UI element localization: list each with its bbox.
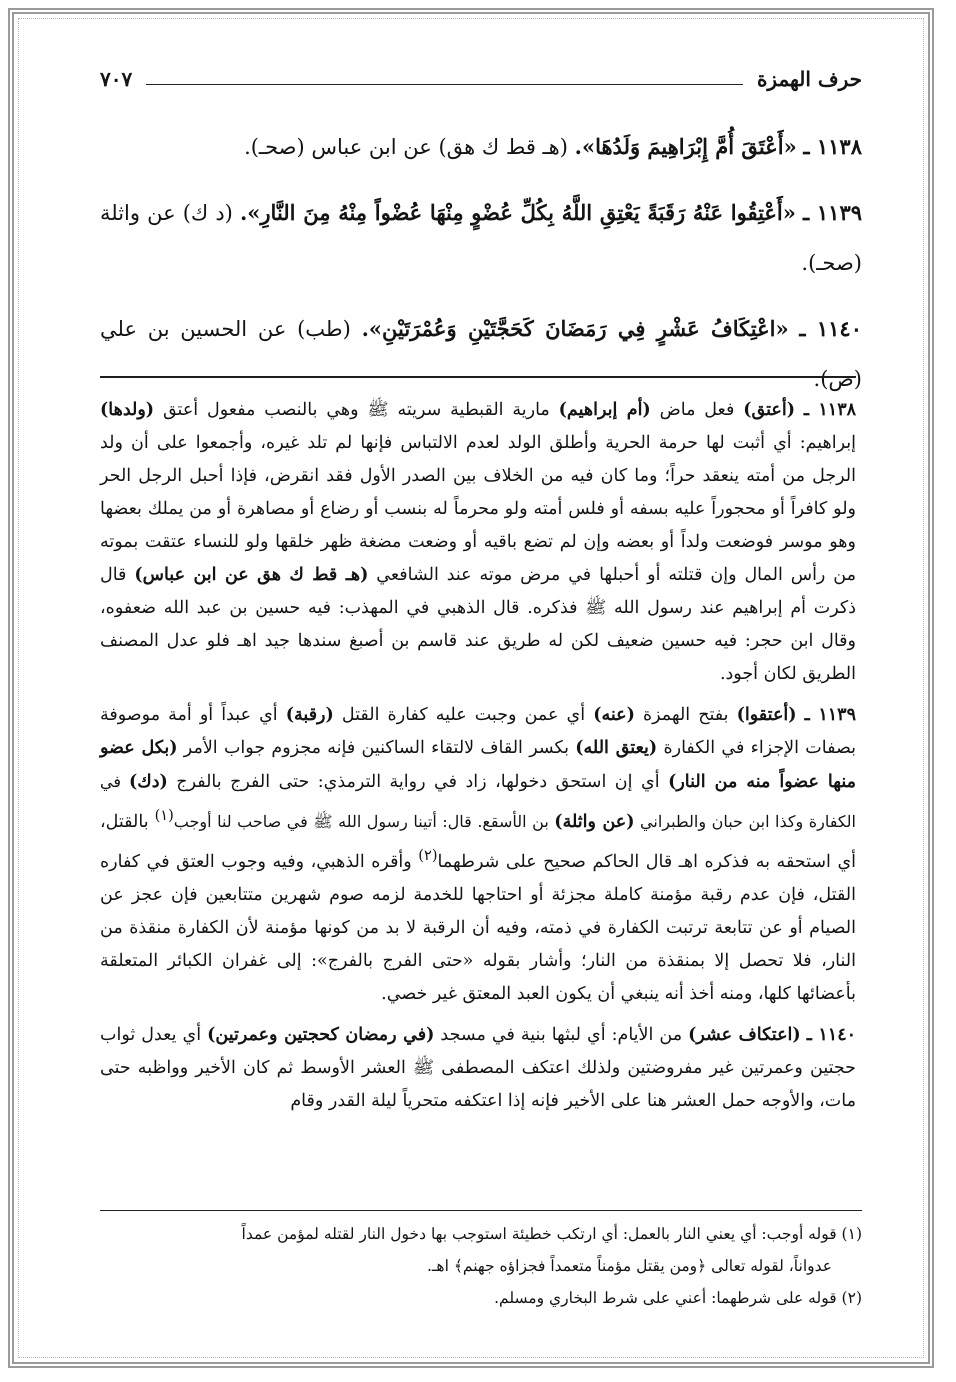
commentary-1138 <box>100 394 856 691</box>
commentary-1139 <box>100 699 856 1011</box>
lemma: (عنه) <box>593 705 635 725</box>
lemma: (أعتق) <box>743 400 795 420</box>
footnote-1 <box>100 1218 862 1250</box>
footnote-text: عدواناً، لقوله تعالى ﴿ومن يقتل مؤمناً متعمداً فجزاؤه جهنم﴾ اهـ. <box>426 1257 832 1275</box>
lemma: (أعتقوا) <box>736 705 797 725</box>
hadith-number: ١١٣٩ ـ <box>803 200 863 225</box>
footnote-text: (١) قوله أوجب: أي يعني النار بالعمل: أي ارتكب خطيئة استوجب بها دخول النار لقتله لمؤمن عمداً <box>241 1225 862 1243</box>
entry-number: ١١٤٠ ـ <box>806 1024 856 1045</box>
lemma: (هـ قط ك هق عن ابن عباس) <box>134 565 369 585</box>
hadith-text: «أَعْتِقُوا عَنْهُ رَقَبَةً يَعْتِقِ اللَّهُ بِكُلِّ عُضْوٍ مِنْهَا عُضْواً مِنْهُ مِنَ النَّارِ». <box>239 200 796 225</box>
commentary-1140 <box>100 1019 856 1118</box>
hadith-1140 <box>100 304 862 404</box>
gloss: قال ذكرت أم إبراهيم عند رسول الله ﷺ فذكره. قال الذهبي في المهذب: فيه حسين بن عبد الله ضعفوه، وقال ابن حجر: فيه حسين ضعيف لكن له طريق عند قاسم بن أصبغ سندها جيد اهـ فلو عدل المصنف الطريق لكان أجود. <box>100 565 856 684</box>
lemma: (رقبة) <box>285 705 334 725</box>
lemma: (ولدها) <box>100 400 155 420</box>
footnotes <box>100 1218 862 1314</box>
lemma: (يعتق الله) <box>575 738 658 758</box>
page-body <box>100 62 862 420</box>
footnote-ref-1[interactable]: (١) <box>154 807 174 824</box>
lemma: (بكل عضو منها عضواً منه من النار) <box>100 738 856 792</box>
hadith-source: (هـ قط ك هق) عن ابن عباس (صحـ). <box>244 135 568 159</box>
gloss: وأقره الذهبي، وفيه وجوب العتق في كفاره القتل، فإن عدم رقبة مؤمنة كاملة مجزئة أو احتاجها للخدمة لزمه صوم شهرين متتابعين فإن عجز عن الصيام أو عن تتابعة ترتبت الكفارة في ذمته، وفيه أن الرقبة لا بد من كونها مؤمنة لأن الكفارة منقذة من النار، فلا تحصل إلا بمنقذة من النار؛ وأشار بقوله «حتى الفرج بالفرج»: إلى غفران الكبائر المتعلقة بأعضائها كلها، ومنه أخذ أنه ينبغي أن يكون العبد المعتق غير خصي. <box>100 851 856 1004</box>
footnote-text: (٢) قوله على شرطهما: أعني على شرط البخاري ومسلم. <box>494 1289 862 1307</box>
footnote-ref-2[interactable]: (٢) <box>418 846 438 864</box>
text-commentary-separator <box>100 376 856 378</box>
gloss: إبراهيم: أي أثبت لها حرمة الحرية وأطلق الولد لعدم الالتباس فإنها لم تلد غيره، وأجمعوا على أن ولد الرجل من أمته ينعقد حراً؛ وما كان فيه من الخلاف بين الصدر الأول فقد انقرض، فإذا أحبل الرجل الحر ولو كافراً أو محجوراً عليه بسفه أو فلس أمته ولو محرماً له بنسب أو رضاع أو مصاهرة أو من يملك بعضها وهو موسر فوضعت ولداً أو بعضه وإن لم تضع باقيه أو وضعت مضغة ظهر خلقها ولو للنساء عتقت بموته من رأس المال وإن قتلته أو أحبلها في مرض موته عند الشافعي <box>100 433 856 585</box>
gloss: أي عمن وجبت عليه كفارة القتل <box>333 705 594 725</box>
gloss: بالقتل، أي استحقه به فذكره اهـ قال الحاكم صحيح على شرطهما <box>100 811 857 872</box>
gloss: من الأيام: أي لبثها بنية في مسجد <box>434 1024 689 1045</box>
hadith-number: ١١٤٠ ـ <box>799 316 862 341</box>
lemma: (أم إبراهيم) <box>558 400 651 420</box>
gloss: أي يعدل ثواب حجتين وعمرتين غير مفروضتين ولذلك اعتكف المصطفى ﷺ العشر الأوسط ثم كان الأخير وواظبه حتى مات، والأوجه حمل العشر هنا على الأخير فإنه إذا اعتكفه متحرياً ليلة القدر وقام <box>100 1024 856 1111</box>
running-header <box>100 62 862 96</box>
gloss: أي عبداً أو أمة موصوفة بصفات الإجزاء في الكفارة <box>100 705 856 758</box>
hadith-text: «أَعْتَقَ أُمَّ إِبْرَاهِيمَ وَلَدُهَا». <box>574 134 797 159</box>
gloss: بفتح الهمزة <box>634 705 737 725</box>
entry-number: ١١٣٨ ـ <box>803 400 856 420</box>
header-rule <box>146 84 743 85</box>
hadith-1138 <box>100 122 862 172</box>
gloss: بن الأسقع. قال: أتينا رسول الله ﷺ في صاحب لنا أوجب <box>173 811 555 831</box>
lemma: (في رمضان كحجتين وعمرتين) <box>207 1024 435 1045</box>
hadith-number: ١١٣٨ ـ <box>803 134 862 159</box>
footnote-rule <box>100 1210 862 1211</box>
hadith-source: (د ك) عن واثلة (صحـ). <box>100 201 862 275</box>
hadith-1139 <box>100 188 862 288</box>
hadith-text: «اعْتِكَافُ عَشْرٍ فِي رَمَضَانَ كَحَجَّتَيْنِ وَعُمْرَتَيْنِ». <box>361 316 789 341</box>
entry-number: ١١٣٩ ـ <box>804 705 856 725</box>
hadith-source: (طب) عن الحسين بن علي (ض). <box>100 317 862 391</box>
gloss: بكسر القاف لالتقاء الساكنين فإنه مجزوم جواب الأمر <box>177 738 576 758</box>
lemma: (اعتكاف عشر) <box>688 1024 801 1045</box>
lemma: (عن واثلة) <box>554 811 635 832</box>
gloss: فعل ماض <box>650 400 744 420</box>
gloss: في الكفارة وكذا ابن حبان والطبراني <box>100 772 856 831</box>
gloss: أي إن استحق دخولها، زاد في رواية الترمذي: حتى الفرج بالفرج <box>167 772 669 792</box>
footnote-1-continuation <box>100 1250 862 1282</box>
gloss: مارية القبطية سريته ﷺ وهي بالنصب مفعول أعتق <box>154 400 559 420</box>
lemma: (دك) <box>129 772 168 792</box>
commentary <box>100 394 856 1126</box>
hadith-list <box>100 122 862 404</box>
chapter-title: حرف الهمزة <box>756 67 862 91</box>
footnote-2 <box>100 1282 862 1314</box>
page-number: ٧٠٧ <box>100 67 133 91</box>
